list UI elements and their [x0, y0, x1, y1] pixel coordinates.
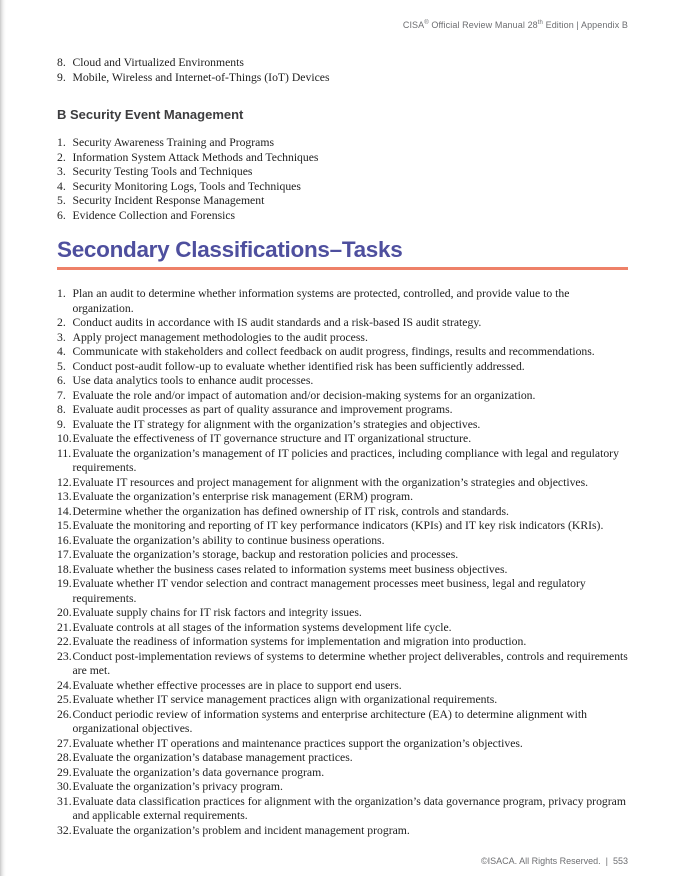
task-item: [57, 650, 628, 679]
item-number: 14.: [57, 504, 72, 518]
item-number: 1.: [57, 136, 66, 149]
item-number: 12.: [57, 475, 72, 489]
item-number: 19.: [57, 577, 72, 590]
task-item: [57, 505, 628, 520]
item-number: 1.: [57, 287, 66, 300]
heading-rule: [57, 267, 628, 270]
item-number: 8.: [57, 403, 66, 416]
task-item: [57, 824, 628, 839]
item-number: 9.: [57, 417, 66, 431]
page-number: 553: [612, 856, 628, 866]
section-b-heading: B Security Event Management: [57, 107, 244, 122]
item-number: 5.: [57, 194, 66, 207]
item-number: 5.: [57, 359, 66, 373]
task-item: [57, 432, 628, 447]
item-text: Use data analytics tools to enhance audit processes.: [72, 374, 314, 387]
item-text: Evaluate the organization’s storage, backup and restoration policies and processes.: [72, 548, 459, 561]
item-number: 31.: [57, 794, 72, 808]
footer-separator: |: [605, 856, 608, 866]
task-item: [57, 606, 628, 621]
item-text: Security Testing Tools and Techniques: [72, 165, 253, 178]
item-text: Evaluate whether IT service management practices align with organizational requirements.: [72, 693, 498, 706]
item-text: Evaluate data classification practices for alignment with the organization’s data governance program, privacy program and applicable external requirements.: [72, 794, 626, 822]
task-item: [57, 679, 628, 694]
item-number: 20.: [57, 606, 72, 619]
registered-mark: ®: [424, 20, 429, 26]
item-number: 22.: [57, 635, 72, 648]
item-text: Security Awareness Training and Programs: [72, 136, 274, 149]
item-number: 26.: [57, 707, 72, 721]
task-item: [57, 331, 628, 346]
task-item: [57, 447, 628, 476]
item-text: Security Monitoring Logs, Tools and Techniques: [72, 179, 301, 193]
list-item: [57, 71, 628, 86]
item-number: 8.: [57, 56, 66, 69]
item-number: 9.: [57, 70, 66, 84]
item-text: Evaluate the effectiveness of IT governance structure and IT organizational structure.: [72, 432, 472, 445]
item-text: Information System Attack Methods and Techniques: [72, 150, 319, 164]
item-text: Evaluate the organization’s management of IT policies and practices, including compliance with legal and regulatory requirements.: [72, 446, 619, 474]
item-number: 2.: [57, 316, 66, 329]
list-item: [57, 151, 628, 166]
item-number: 10.: [57, 432, 72, 445]
item-number: 29.: [57, 765, 72, 779]
edition-superscript: th: [537, 20, 543, 26]
task-item: [57, 389, 628, 404]
copyright-text: ©ISACA. All Rights Reserved.: [480, 856, 601, 866]
item-text: Evaluate whether IT operations and maintenance practices support the organization’s objectives.: [72, 736, 523, 750]
item-text: Evaluate audit processes as part of quality assurance and improvement programs.: [72, 403, 453, 416]
task-item: [57, 635, 628, 650]
item-text: Evaluate the readiness of information systems for implementation and migration into production.: [72, 635, 527, 648]
secondary-classifications-heading: Secondary Classifications–Tasks: [57, 237, 403, 262]
task-item: [57, 751, 628, 766]
item-number: 13.: [57, 490, 72, 503]
item-number: 25.: [57, 693, 72, 706]
item-number: 23.: [57, 649, 72, 663]
item-text: Evaluate the monitoring and reporting of IT key performance indicators (KPIs) and IT key risk indicators (KRIs).: [72, 519, 604, 532]
item-text: Evaluate the organization’s database management practices.: [72, 751, 353, 764]
header-title-mid: Official Review Manual 28: [428, 20, 538, 30]
task-item: [57, 795, 628, 824]
item-text: Evaluate the organization’s ability to continue business operations.: [72, 533, 385, 547]
list-item: [57, 180, 628, 195]
item-number: 3.: [57, 165, 66, 178]
item-number: 27.: [57, 736, 72, 750]
item-number: 2.: [57, 150, 66, 164]
item-text: Determine whether the organization has defined ownership of IT risk, controls and standards.: [72, 504, 509, 518]
item-text: Evaluate whether IT vendor selection and contract management processes meet business, legal and regulatory requirements.: [72, 577, 586, 605]
header-brand: CISA: [402, 20, 425, 30]
item-number: 7.: [57, 388, 66, 402]
page-footer: [481, 856, 628, 867]
item-text: Evaluate the organization’s data governance program.: [72, 765, 325, 779]
header-title-tail: Edition | Appendix B: [543, 20, 628, 30]
item-text: Apply project management methodologies to the audit process.: [72, 330, 368, 344]
list-item: [57, 56, 628, 71]
continued-topic-list: [57, 56, 628, 85]
task-item: [57, 490, 628, 505]
item-text: Plan an audit to determine whether information systems are protected, controlled, and provide value to the organization.: [72, 287, 570, 315]
item-number: 18.: [57, 562, 72, 576]
item-text: Evaluate whether the business cases related to information systems meet business objectives.: [72, 562, 508, 576]
item-number: 32.: [57, 823, 72, 837]
task-item: [57, 360, 628, 375]
item-number: 17.: [57, 548, 72, 561]
item-number: 15.: [57, 519, 72, 532]
task-item: [57, 476, 628, 491]
item-text: Evaluate the role and/or impact of automation and/or decision-making systems for an organization.: [72, 388, 536, 402]
item-text: Evaluate whether effective processes are in place to support end users.: [72, 678, 402, 692]
item-number: 28.: [57, 751, 72, 764]
item-number: 4.: [57, 345, 66, 358]
item-number: 21.: [57, 620, 72, 634]
item-text: Evaluate supply chains for IT risk factors and integrity issues.: [72, 606, 362, 619]
item-text: Evaluate the IT strategy for alignment with the organization’s strategies and objectives.: [72, 417, 481, 431]
item-number: 3.: [57, 330, 66, 344]
task-item: [57, 403, 628, 418]
item-text: Cloud and Virtualized Environments: [72, 56, 244, 69]
section-b-list: [57, 136, 628, 223]
list-item: [57, 209, 628, 224]
tasks-list: [57, 287, 628, 838]
item-text: Mobile, Wireless and Internet-of-Things (IoT) Devices: [72, 70, 330, 84]
item-number: 6.: [57, 374, 66, 387]
item-text: Conduct periodic review of information systems and enterprise architecture (EA) to determine alignment with organizational objectives.: [72, 707, 587, 735]
item-text: Evaluate the organization’s enterprise risk management (ERM) program.: [72, 490, 414, 503]
running-header: [57, 20, 628, 31]
item-number: 6.: [57, 208, 66, 222]
task-item: [57, 737, 628, 752]
item-text: Evaluate the organization’s privacy program.: [72, 780, 283, 793]
item-text: Conduct post-audit follow-up to evaluate whether identified risk has been sufficiently addressed.: [72, 359, 525, 373]
item-text: Evaluate the organization’s problem and incident management program.: [72, 823, 410, 837]
item-text: Evaluate IT resources and project management for alignment with the organization’s strategies and objectives.: [72, 475, 589, 489]
task-item: [57, 287, 628, 316]
item-text: Conduct audits in accordance with IS audit standards and a risk-based IS audit strategy.: [72, 316, 482, 329]
task-item: [57, 316, 628, 331]
task-item: [57, 534, 628, 549]
item-text: Security Incident Response Management: [72, 194, 265, 207]
task-item: [57, 766, 628, 781]
task-item: [57, 621, 628, 636]
item-text: Evaluate controls at all stages of the information systems development life cycle.: [72, 620, 452, 634]
item-text: Conduct post-implementation reviews of systems to determine whether project deliverables, controls and requirements are met.: [72, 649, 628, 677]
task-item: [57, 548, 628, 563]
task-item: [57, 519, 628, 534]
task-item: [57, 374, 628, 389]
item-number: 30.: [57, 780, 72, 793]
item-number: 4.: [57, 179, 66, 193]
item-text: Evidence Collection and Forensics: [72, 208, 236, 222]
item-number: 16.: [57, 533, 72, 547]
item-number: 11.: [57, 446, 72, 460]
list-item: [57, 136, 628, 151]
task-item: [57, 563, 628, 578]
list-item: [57, 194, 628, 209]
task-item: [57, 708, 628, 737]
task-item: [57, 780, 628, 795]
task-item: [57, 693, 628, 708]
task-item: [57, 418, 628, 433]
item-text: Communicate with stakeholders and collect feedback on audit progress, findings, results and recommendations.: [72, 345, 595, 358]
task-item: [57, 577, 628, 606]
item-number: 24.: [57, 678, 72, 692]
list-item: [57, 165, 628, 180]
task-item: [57, 345, 628, 360]
